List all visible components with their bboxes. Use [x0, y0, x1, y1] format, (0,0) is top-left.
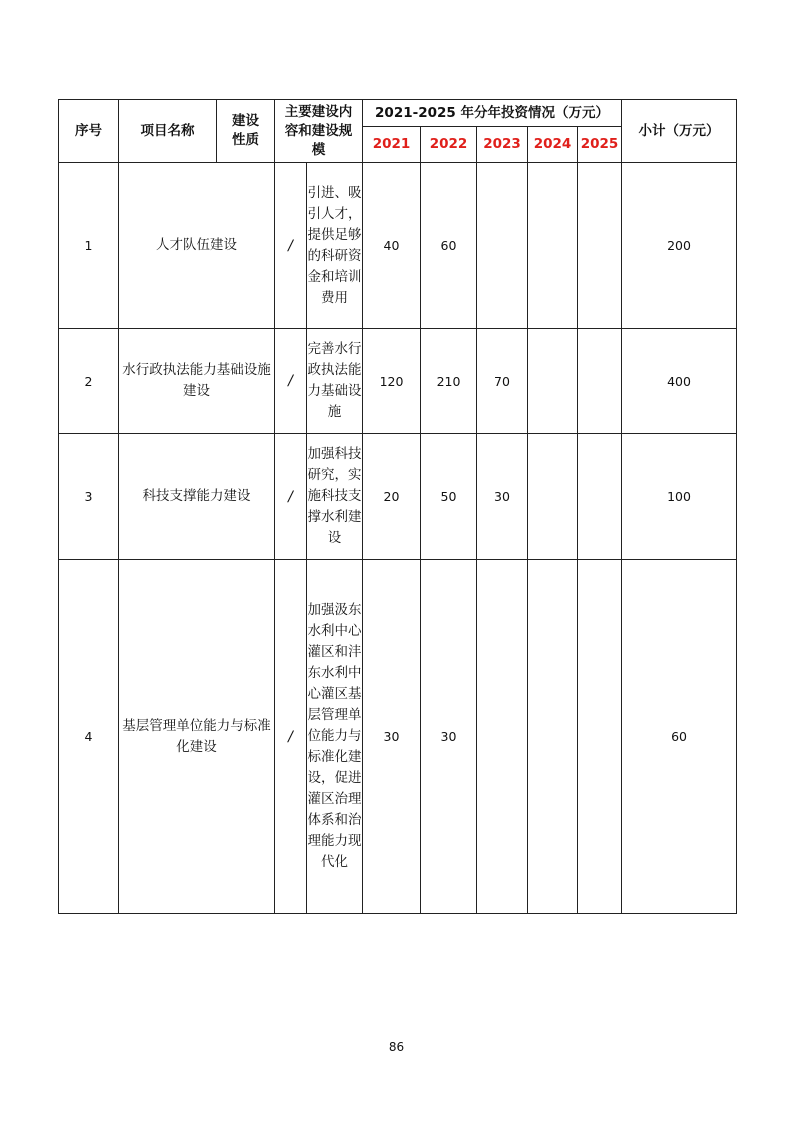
row-nature: /: [275, 434, 307, 560]
row-index: 3: [59, 434, 119, 560]
row-subtotal: 100: [622, 434, 737, 560]
header-year-2025: 2025: [578, 127, 622, 163]
row-content: 加强汲东水利中心灌区和沣东水利中心灌区基层管理单位能力与标准化建设，促进灌区治理体系和治理能力现代化: [307, 560, 363, 914]
header-nature: 建设性质: [217, 100, 275, 163]
row-2022: 50: [421, 434, 477, 560]
row-content: 引进、吸引人才，提供足够的科研资金和培训费用: [307, 163, 363, 329]
row-2025: [578, 329, 622, 434]
row-name: 人才队伍建设: [119, 163, 275, 329]
row-index: 2: [59, 329, 119, 434]
row-subtotal: 60: [622, 560, 737, 914]
header-row-1: [59, 100, 737, 127]
header-content: 主要建设内容和建设规模: [275, 100, 363, 163]
header-year-2023: 2023: [477, 127, 528, 163]
row-content: 完善水行政执法能力基础设施: [307, 329, 363, 434]
row-2022: 30: [421, 560, 477, 914]
table-row: [59, 163, 737, 329]
row-name: 基层管理单位能力与标准化建设: [119, 560, 275, 914]
row-name: 科技支撑能力建设: [119, 434, 275, 560]
header-subtotal: 小计（万元）: [622, 100, 737, 163]
row-2024: [528, 163, 578, 329]
header-year-2024: 2024: [528, 127, 578, 163]
row-2022: 210: [421, 329, 477, 434]
row-2021: 20: [363, 434, 421, 560]
table-row: [59, 434, 737, 560]
header-index: 序号: [59, 100, 119, 163]
row-2021: 40: [363, 163, 421, 329]
row-nature: /: [275, 329, 307, 434]
row-2025: [578, 163, 622, 329]
row-nature: /: [275, 560, 307, 914]
row-subtotal: 400: [622, 329, 737, 434]
row-nature: /: [275, 163, 307, 329]
header-investment: 2021-2025 年分年投资情况（万元）: [363, 100, 622, 127]
header-year-2021: 2021: [363, 127, 421, 163]
table-row: [59, 560, 737, 914]
table-row: [59, 329, 737, 434]
investment-table: [58, 99, 737, 914]
header-year-2022: 2022: [421, 127, 477, 163]
header-name: 项目名称: [119, 100, 217, 163]
row-2025: [578, 434, 622, 560]
row-index: 1: [59, 163, 119, 329]
row-2023: [477, 560, 528, 914]
row-2021: 30: [363, 560, 421, 914]
row-2023: 70: [477, 329, 528, 434]
row-index: 4: [59, 560, 119, 914]
row-2025: [578, 560, 622, 914]
row-2023: [477, 163, 528, 329]
row-2021: 120: [363, 329, 421, 434]
row-content: 加强科技研究，实施科技支撑水利建设: [307, 434, 363, 560]
row-2023: 30: [477, 434, 528, 560]
row-2024: [528, 560, 578, 914]
row-2024: [528, 434, 578, 560]
row-2022: 60: [421, 163, 477, 329]
row-subtotal: 200: [622, 163, 737, 329]
page-number: 86: [388, 1040, 405, 1054]
row-2024: [528, 329, 578, 434]
row-name: 水行政执法能力基础设施建设: [119, 329, 275, 434]
